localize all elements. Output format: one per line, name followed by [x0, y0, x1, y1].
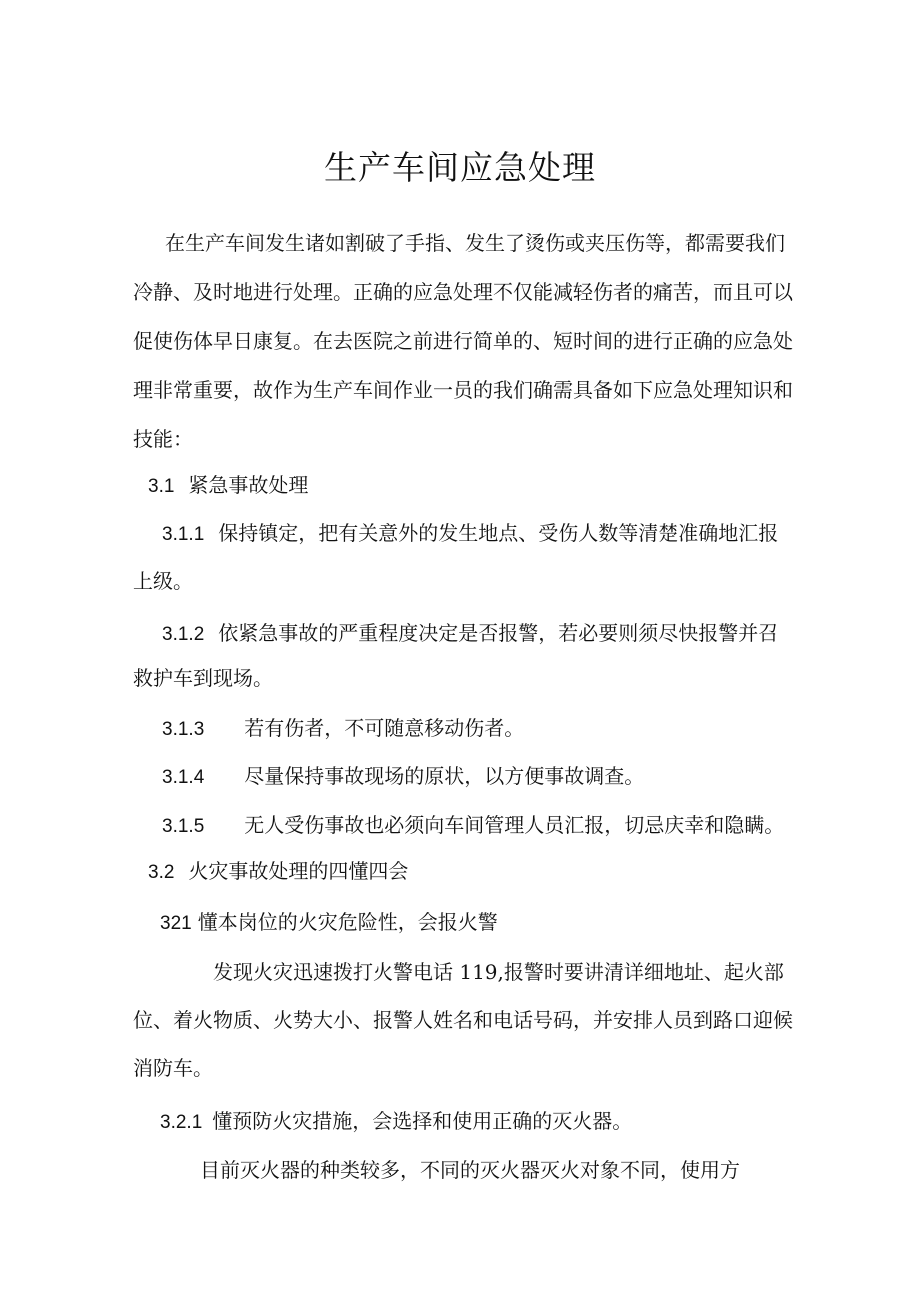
- subsection-title: 懂本岗位的火灾危险性，会报火警: [197, 910, 498, 934]
- subsection-title: 懂预防火灾措施，会选择和使用正确的灭火器。: [212, 1109, 633, 1133]
- item-3-1-1: [162, 518, 778, 550]
- subsection-3-2-1-line-1: 目前灭火器的种类较多，不同的灭火器灭火对象不同，使用方: [200, 1158, 740, 1182]
- document-title: 生产车间应急处理: [324, 148, 596, 187]
- intro-line-4: 理非常重要，故作为生产车间作业一员的我们确需具备如下应急处理知识和: [133, 378, 793, 402]
- subsection-3-2-1-heading: [160, 1106, 632, 1138]
- section-3-2-heading: [148, 856, 408, 888]
- item-3-1-2: [162, 618, 778, 650]
- intro-line-5: 技能：: [133, 427, 193, 451]
- intro-line-3: 促使伤体早日康复。在去医院之前进行简单的、短时间的进行正确的应急处: [133, 329, 793, 353]
- item-3-1-3: [162, 713, 524, 745]
- section-number: 3.1: [148, 476, 175, 497]
- item-number: 3.1.2: [162, 624, 205, 645]
- item-3-1-4: [162, 761, 644, 793]
- item-number: 3.1.1: [162, 524, 205, 545]
- item-3-1-1-cont: 上级。: [133, 569, 193, 593]
- item-text: 若有伤者，不可随意移动伤者。: [244, 716, 525, 740]
- item-number: 3.1.3: [162, 719, 205, 740]
- item-text: 无人受伤事故也必须向车间管理人员汇报，切忌庆幸和隐瞒。: [244, 813, 785, 837]
- intro-line-2: 冷静、及时地进行处理。正确的应急处理不仅能减轻伤者的痛苦，而且可以: [133, 280, 793, 304]
- subsection-321-line-3: 消防车。: [133, 1056, 213, 1080]
- section-number: 3.2: [148, 862, 175, 883]
- section-3-1-heading: [148, 470, 308, 502]
- item-number: 3.1.4: [162, 767, 205, 788]
- subsection-321-line-1: 发现火灾迅速拨打火警电话 119,报警时要讲清详细地址、起火部: [213, 960, 784, 984]
- section-title: 紧急事故处理: [188, 473, 309, 497]
- subsection-321-heading: [160, 907, 498, 939]
- subsection-number: 321: [160, 913, 192, 934]
- item-text: 保持镇定，把有关意外的发生地点、受伤人数等清楚准确地汇报: [218, 521, 779, 545]
- item-text: 依紧急事故的严重程度决定是否报警，若必要则须尽快报警并召: [218, 621, 779, 645]
- intro-line-1: 在生产车间发生诸如割破了手指、发生了烫伤或夹压伤等，都需要我们: [165, 231, 785, 255]
- subsection-321-line-2: 位、着火物质、火势大小、报警人姓名和电话号码，并安排人员到路口迎候: [133, 1008, 793, 1032]
- section-title: 火灾事故处理的四懂四会: [188, 859, 409, 883]
- item-3-1-5: [162, 810, 784, 842]
- item-text: 尽量保持事故现场的原状，以方便事故调查。: [244, 764, 645, 788]
- item-3-1-2-cont: 救护车到现场。: [133, 666, 273, 690]
- subsection-number: 3.2.1: [160, 1112, 203, 1133]
- item-number: 3.1.5: [162, 816, 205, 837]
